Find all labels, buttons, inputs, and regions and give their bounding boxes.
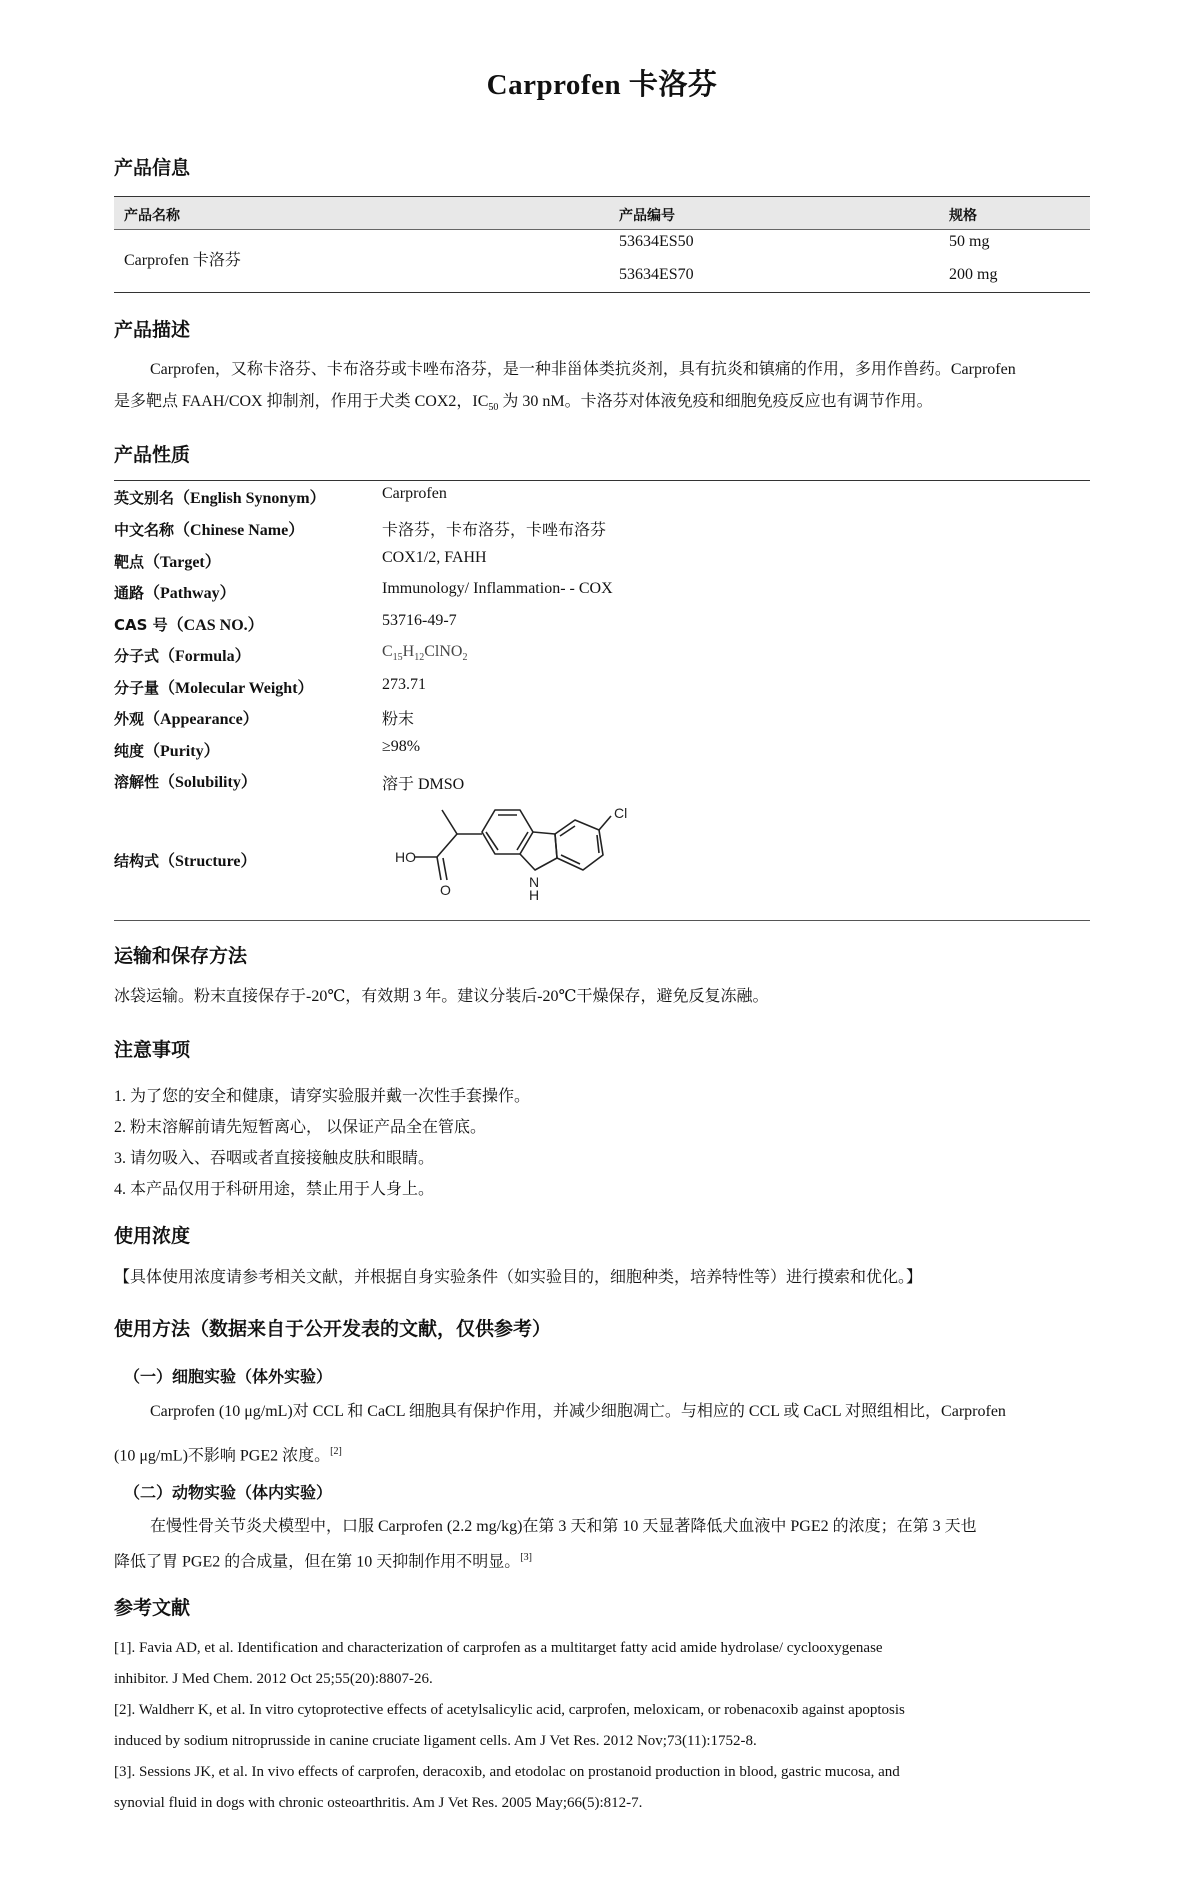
method-animal-line-1: 在慢性骨关节炎犬模型中，口服 Carprofen (2.2 mg/kg)在第 3 天和第 10 天显著降低犬血液中 PGE2 的浓度；在第 3 天也 [150, 1518, 977, 1535]
section-heading-properties: 产品性质 [114, 444, 191, 466]
prop-label-synonym: 英文别名（English Synonym） [114, 489, 326, 507]
info-spec-2: 200 mg [949, 266, 998, 283]
reference-2-line-2: induced by sodium nitroprusside in canine cruciate ligament cells. Am J Vet Res. 2012 Nov;73(11):1752-8. [114, 1733, 757, 1749]
method-subheading-cell: （一）细胞实验（体外实验） [124, 1367, 333, 1386]
section-heading-method: 使用方法（数据来自于公开发表的文献，仅供参考） [114, 1318, 552, 1340]
reference-2-line-1: [2]. Waldherr K, et al. In vitro cytoprotective effects of acetylsalicylic acid, carprofen, meloxicam, or robenacoxib against apoptosis [114, 1702, 905, 1718]
method-cell-line-2: (10 μg/mL)不影响 PGE2 浓度。[2] [114, 1446, 342, 1465]
prop-label-mw: 分子量（Molecular Weight） [114, 679, 314, 697]
concentration-text: 【具体使用浓度请参考相关文献，并根据自身实验条件（如实验目的，细胞种类，培养特性等）进行摸索和优化。】 [114, 1269, 923, 1286]
prop-value-chinese-name: 卡洛芬，卡布洛芬，卡唑布洛芬 [382, 522, 607, 539]
page-title: Carprofen 卡洛芬 [486, 69, 718, 101]
header-product-code: 产品编号 [619, 208, 675, 224]
note-item-2: 2. 粉末溶解前请先短暂离心， 以保证产品全在管底。 [114, 1119, 487, 1136]
reference-3-line-2: synovial fluid in dogs with chronic osteoarthritis. Am J Vet Res. 2005 May;66(5):812-7. [114, 1795, 643, 1811]
description-line-1: Carprofen，又称卡洛芬、卡布洛芬或卡唑布洛芬，是一种非甾体类抗炎剂，具有抗炎和镇痛的作用，多用作兽药。Carprofen [150, 361, 1016, 378]
method-subheading-animal: （二）动物实验（体内实验） [124, 1483, 333, 1502]
section-heading-concentration: 使用浓度 [114, 1225, 191, 1247]
prop-value-target: COX1/2, FAHH [382, 549, 487, 566]
prop-value-solubility: 溶于 DMSO [382, 776, 465, 793]
info-table-bottom-rule [114, 292, 1090, 293]
properties-top-rule [114, 480, 1090, 481]
section-heading-description: 产品描述 [114, 319, 191, 341]
section-heading-storage: 运输和保存方法 [114, 945, 248, 967]
benzene-ring-left [482, 810, 533, 854]
atom-h: H [529, 887, 540, 903]
method-cell-line-1: Carprofen (10 μg/mL)对 CCL 和 CaCL 细胞具有保护作用，并减少细胞凋亡。与相应的 CCL 或 CaCL 对照组相比，Carprofen [150, 1403, 1006, 1420]
cl-bond [599, 816, 611, 830]
reference-1-line-1: [1]. Favia AD, et al. Identification and characterization of carprofen as a multitarget fatty acid amide hydrolase/ cyclooxygenase [114, 1640, 883, 1656]
section-heading-info: 产品信息 [114, 157, 191, 179]
prop-label-purity: 纯度（Purity） [114, 742, 220, 760]
prop-label-pathway: 通路（Pathway） [114, 584, 236, 602]
info-code-1: 53634ES50 [619, 233, 694, 250]
atom-n: N [529, 874, 540, 890]
description-line-2: 是多靶点 FAAH/COX 抑制剂，作用于犬类 COX2，$IC_{50}$ 为 30 nM。卡洛芬对体液免疫和细胞免疫反应也有调节作用。 [114, 393, 933, 414]
properties-bottom-rule [114, 920, 1090, 921]
prop-value-synonym: Carprofen [382, 485, 447, 502]
prop-label-target: 靶点（Target） [114, 553, 221, 571]
atom-ho: HO [395, 849, 416, 865]
structure-diagram [377, 800, 697, 915]
prop-label-appearance: 外观（Appearance） [114, 710, 259, 728]
storage-text: 冰袋运输。粉末直接保存于-20℃，有效期 3 年。建议分装后-20℃干燥保存，避免反复冻融。 [114, 988, 769, 1005]
carbonyl-bond [437, 857, 441, 880]
method-animal-line-2: 降低了胃 PGE2 的合成量，但在第 10 天抑制作用不明显。[3] [114, 1552, 532, 1571]
prop-value-appearance: 粉末 [382, 711, 415, 728]
info-table-header [114, 196, 1090, 230]
prop-value-cas: 53716-49-7 [382, 612, 457, 629]
info-product-name: Carprofen 卡洛芬 [124, 252, 241, 269]
prop-label-solubility: 溶解性（Solubility） [114, 773, 257, 791]
note-item-3: 3. 请勿吸入、吞咽或者直接接触皮肤和眼睛。 [114, 1150, 435, 1167]
note-item-1: 1. 为了您的安全和健康，请穿实验服并戴一次性手套操作。 [114, 1088, 531, 1105]
reference-3-line-1: [3]. Sessions JK, et al. In vivo effects of carprofen, deracoxib, and etodolac on prostanoid production in blood, gastric mucosa, and [114, 1764, 900, 1780]
prop-value-formula: $C_{15}H_{12}ClNO_2$ [382, 643, 468, 664]
prop-value-purity: ≥98% [382, 738, 421, 755]
acid-chain-bond [415, 810, 457, 857]
pyrrole-ring [520, 832, 557, 870]
atom-o: O [440, 882, 451, 898]
reference-1-line-2: inhibitor. J Med Chem. 2012 Oct 25;55(20):8807-26. [114, 1671, 433, 1687]
header-product-name: 产品名称 [124, 208, 180, 224]
prop-value-pathway: Immunology/ Inflammation- - COX [382, 580, 613, 597]
header-spec: 规格 [949, 208, 977, 224]
prop-label-formula: 分子式（Formula） [114, 647, 251, 665]
info-spec-1: 50 mg [949, 233, 990, 250]
benzene-ring-right [555, 820, 603, 870]
prop-label-cas: CAS 号（CAS NO.） [114, 616, 264, 634]
info-code-2: 53634ES70 [619, 266, 694, 283]
atom-cl: Cl [614, 805, 628, 821]
prop-label-structure: 结构式（Structure） [114, 852, 257, 870]
note-item-4: 4. 本产品仅用于科研用途，禁止用于人身上。 [114, 1181, 435, 1198]
section-heading-references: 参考文献 [114, 1597, 191, 1619]
section-heading-notes: 注意事项 [114, 1039, 191, 1061]
prop-value-mw: 273.71 [382, 676, 426, 693]
prop-label-chinese-name: 中文名称（Chinese Name） [114, 521, 305, 539]
